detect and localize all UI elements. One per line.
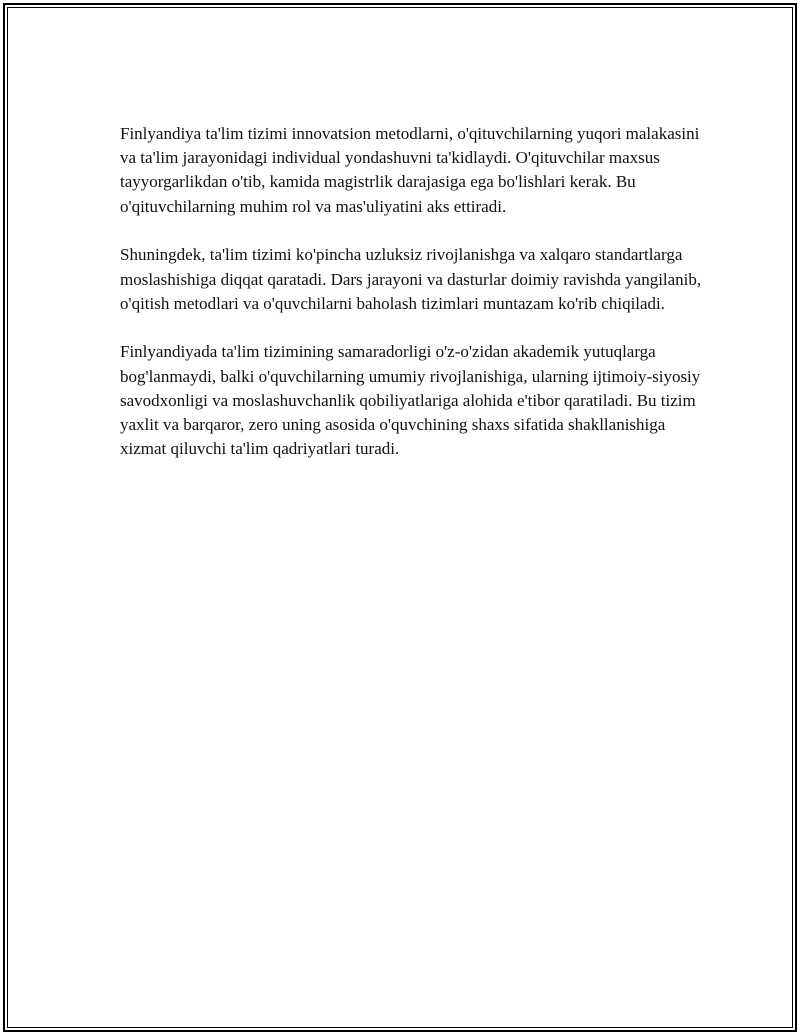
document-body bbox=[120, 122, 710, 461]
paragraph-2: Shuningdek, ta'lim tizimi ko'pincha uzluksiz rivojlanishga va xalqaro standartlarga moslashishiga diqqat qaratadi. Dars jarayoni va dasturlar doimiy ravishda yangilanib, o'qitish metodlari va o'quvchilarni baholash tizimlari muntazam ko'rib chiqiladi. bbox=[120, 245, 702, 313]
paragraph-3: Finlyandiyada ta'lim tizimining samaradorligi o'z-o'zidan akademik yutuqlarga bog'lanmaydi, balki o'quvchilarning umumiy rivojlanishiga, ularning ijtimoiy-siyosiy savodxonligi va moslashuvchanlik qobiliyatlariga alohida e'tibor qaratiladi. Bu tizim yaxlit va barqaror, zero uning asosida o'quvchining shaxs sifatida shakllanishiga xizmat qiluvchi ta'lim qadriyatlari turadi. bbox=[120, 342, 701, 459]
paragraph-1: Finlyandiya ta'lim tizimi innovatsion metodlarni, o'qituvchilarning yuqori malakasini va ta'lim jarayonidagi individual yondashuvni ta'kidlaydi. O'qituvchilar maxsus tayyorgarlikdan o'tib, kamida magistrlik darajasiga ega bo'lishlari kerak. Bu o'qituvchilarning muhim rol va mas'uliyatini aks ettiradi. bbox=[120, 124, 700, 216]
page-border bbox=[3, 3, 797, 1032]
